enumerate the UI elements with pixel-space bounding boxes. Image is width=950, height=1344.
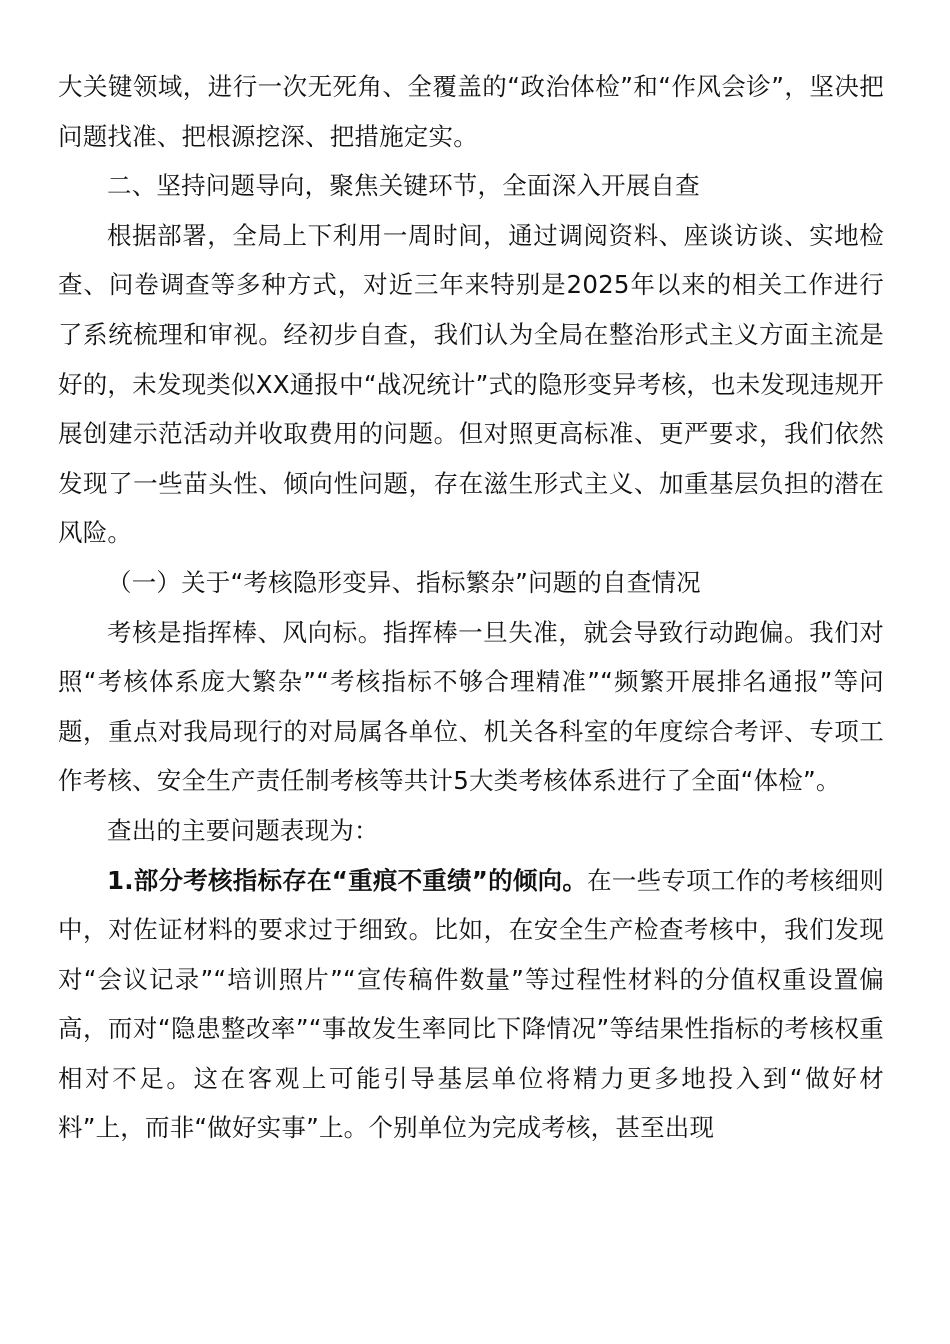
section-heading: 二、坚持问题导向，聚焦关键环节，全面深入开展自查 [107, 171, 700, 201]
document-page [58, 62, 884, 1322]
paragraph-intro: 查出的主要问题表现为： [107, 815, 379, 845]
paragraph-body: 考核是指挥棒、风向标。指挥棒一旦失准，就会导致行动跑偏。我们对照“考核体系庞大繁杂”“考核指标不够合理精准”“频繁开展排名通报”等问题，重点对我局现行的对局属各单位、机关各科室的年度综合考评、专项工作考核、安全生产责任制考核等共计5大类考核体系进行了全面“体检”。 [58, 617, 884, 796]
subsection-heading: （一）关于“考核隐形变异、指标繁杂”问题的自查情况 [107, 567, 701, 597]
paragraph-continuation: 大关键领域，进行一次无死角、全覆盖的“政治体检”和“作风会诊”，坚决把问题找准、把根源挖深、把措施定实。 [58, 72, 884, 151]
point-body: 在一些专项工作的考核细则中，对佐证材料的要求过于细致。比如，在安全生产检查考核中，我们发现对“会议记录”“培训照片”“宣传稿件数量”等过程性材料的分值权重设置偏高，而对“隐患整改率”“事故发生率同比下降情况”等结果性指标的考核权重相对不足。这在客观上可能引导基层单位将精力更多地投入到“做好材料”上，而非“做好实事”上。个别单位为完成考核，甚至出现 [58, 865, 884, 1143]
paragraph-body: 根据部署，全局上下利用一周时间，通过调阅资料、座谈访谈、实地检查、问卷调查等多种方式，对近三年来特别是2025年以来的相关工作进行了系统梳理和审视。经初步自查，我们认为全局在整治形式主义方面主流是好的，未发现类似XX通报中“战况统计”式的隐形变异考核，也未发现违规开展创建示范活动并收取费用的问题。但对照更高标准、更严要求，我们依然发现了一些苗头性、倾向性问题，存在滋生形式主义、加重基层负担的潜在风险。 [58, 220, 884, 548]
paragraph-point [58, 856, 884, 1154]
point-bold-lead: 1.部分考核指标存在“重痕不重绩”的倾向。 [107, 865, 588, 895]
